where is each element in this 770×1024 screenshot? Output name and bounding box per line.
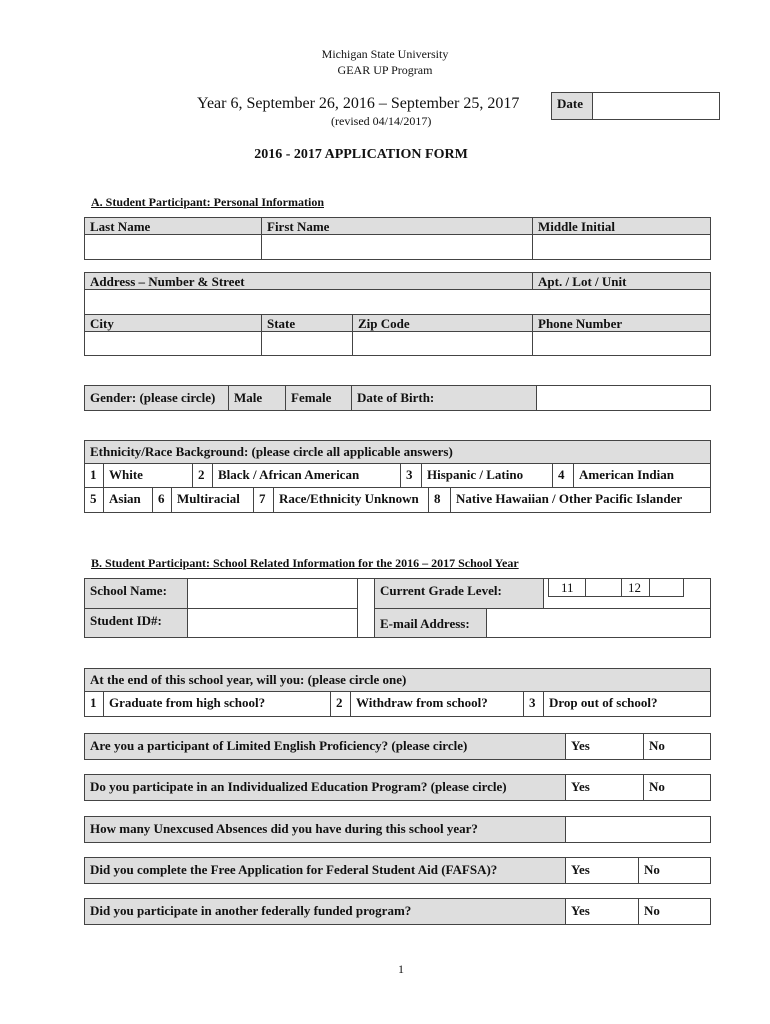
ethnicity-white[interactable]: White (103, 463, 193, 488)
apt-label: Apt. / Lot / Unit (532, 272, 711, 290)
ethnicity-native-hawaiian[interactable]: Native Hawaiian / Other Pacific Islander (450, 487, 711, 513)
divider (357, 578, 375, 638)
phone-label: Phone Number (532, 314, 711, 332)
ethnicity-num: 4 (552, 463, 574, 488)
absences-question: How many Unexcused Absences did you have during this school year? (84, 816, 566, 843)
gender-female-option[interactable]: Female (285, 385, 352, 411)
grade-12-option[interactable]: 12 (621, 578, 650, 597)
page-number: 1 (398, 962, 404, 976)
lep-question: Are you a participant of Limited English Proficiency? (please circle) (84, 733, 566, 760)
email-label: E-mail Address: (374, 608, 487, 638)
address-label: Address – Number & Street (84, 272, 533, 290)
email-input[interactable] (486, 608, 711, 638)
ethnicity-american-indian[interactable]: American Indian (573, 463, 711, 488)
phone-input[interactable] (532, 331, 711, 356)
school-name-input[interactable] (187, 578, 358, 609)
university-name: Michigan State University (321, 47, 449, 61)
fafsa-yes-option[interactable]: Yes (565, 857, 639, 884)
ethnicity-num: 3 (400, 463, 422, 488)
option-num: 1 (84, 691, 104, 717)
zip-label: Zip Code (352, 314, 533, 332)
federal-program-question: Did you participate in another federally funded program? (84, 898, 566, 925)
state-label: State (261, 314, 353, 332)
lep-no-option[interactable]: No (643, 733, 711, 760)
lep-yes-option[interactable]: Yes (565, 733, 644, 760)
section-a-heading: A. Student Participant: Personal Information (91, 195, 324, 209)
student-id-input[interactable] (187, 608, 358, 638)
last-name-label: Last Name (84, 217, 262, 235)
ethnicity-asian[interactable]: Asian (103, 487, 153, 513)
student-id-label: Student ID#: (84, 608, 188, 638)
ethnicity-num: 7 (253, 487, 274, 513)
date-label: Date (551, 92, 593, 120)
middle-initial-input[interactable] (532, 234, 711, 260)
first-name-input[interactable] (261, 234, 533, 260)
middle-initial-label: Middle Initial (532, 217, 711, 235)
fafsa-no-option[interactable]: No (638, 857, 711, 884)
date-field[interactable] (592, 92, 720, 120)
city-input[interactable] (84, 331, 262, 356)
ethnicity-num: 5 (84, 487, 104, 513)
ethnicity-num: 6 (152, 487, 172, 513)
option-num: 2 (330, 691, 351, 717)
option-drop-out[interactable]: Drop out of school? (543, 691, 711, 717)
iep-question: Do you participate in an Individualized Education Program? (please circle) (84, 774, 566, 801)
ethnicity-unknown[interactable]: Race/Ethnicity Unknown (273, 487, 429, 513)
city-label: City (84, 314, 262, 332)
gender-label: Gender: (please circle) (84, 385, 229, 411)
iep-no-option[interactable]: No (643, 774, 711, 801)
dob-label: Date of Birth: (351, 385, 537, 411)
fafsa-question: Did you complete the Free Application for Federal Student Aid (FAFSA)? (84, 857, 566, 884)
absences-input[interactable] (565, 816, 711, 843)
last-name-input[interactable] (84, 234, 262, 260)
grade-level-label: Current Grade Level: (374, 578, 544, 609)
school-name-label: School Name: (84, 578, 188, 609)
ethnicity-num: 2 (192, 463, 213, 488)
grade-11-option[interactable]: 11 (548, 578, 586, 597)
form-title: 2016 - 2017 APPLICATION FORM (254, 147, 468, 162)
iep-yes-option[interactable]: Yes (565, 774, 644, 801)
option-num: 3 (523, 691, 544, 717)
ethnicity-num: 8 (428, 487, 451, 513)
zip-input[interactable] (352, 331, 533, 356)
dob-input[interactable] (536, 385, 711, 411)
gender-male-option[interactable]: Male (228, 385, 286, 411)
grade-11-blank (585, 578, 622, 597)
program-name: GEAR UP Program (337, 63, 433, 77)
year-line: Year 6, September 26, 2016 – September 25, 2017 (197, 95, 520, 112)
address-input[interactable] (84, 289, 711, 315)
federal-no-option[interactable]: No (638, 898, 711, 925)
ethnicity-black[interactable]: Black / African American (212, 463, 401, 488)
ethnicity-hispanic[interactable]: Hispanic / Latino (421, 463, 553, 488)
first-name-label: First Name (261, 217, 533, 235)
ethnicity-heading: Ethnicity/Race Background: (please circle all applicable answers) (84, 440, 711, 464)
option-withdraw[interactable]: Withdraw from school? (350, 691, 524, 717)
ethnicity-multiracial[interactable]: Multiracial (171, 487, 254, 513)
state-input[interactable] (261, 331, 353, 356)
option-graduate[interactable]: Graduate from high school? (103, 691, 331, 717)
ethnicity-num: 1 (84, 463, 104, 488)
grade-12-blank (649, 578, 684, 597)
section-b-heading: B. Student Participant: School Related Information for the 2016 – 2017 School Year (91, 556, 519, 570)
federal-yes-option[interactable]: Yes (565, 898, 639, 925)
end-year-question: At the end of this school year, will you: (please circle one) (84, 668, 711, 692)
revised-date: (revised 04/14/2017) (331, 114, 432, 128)
